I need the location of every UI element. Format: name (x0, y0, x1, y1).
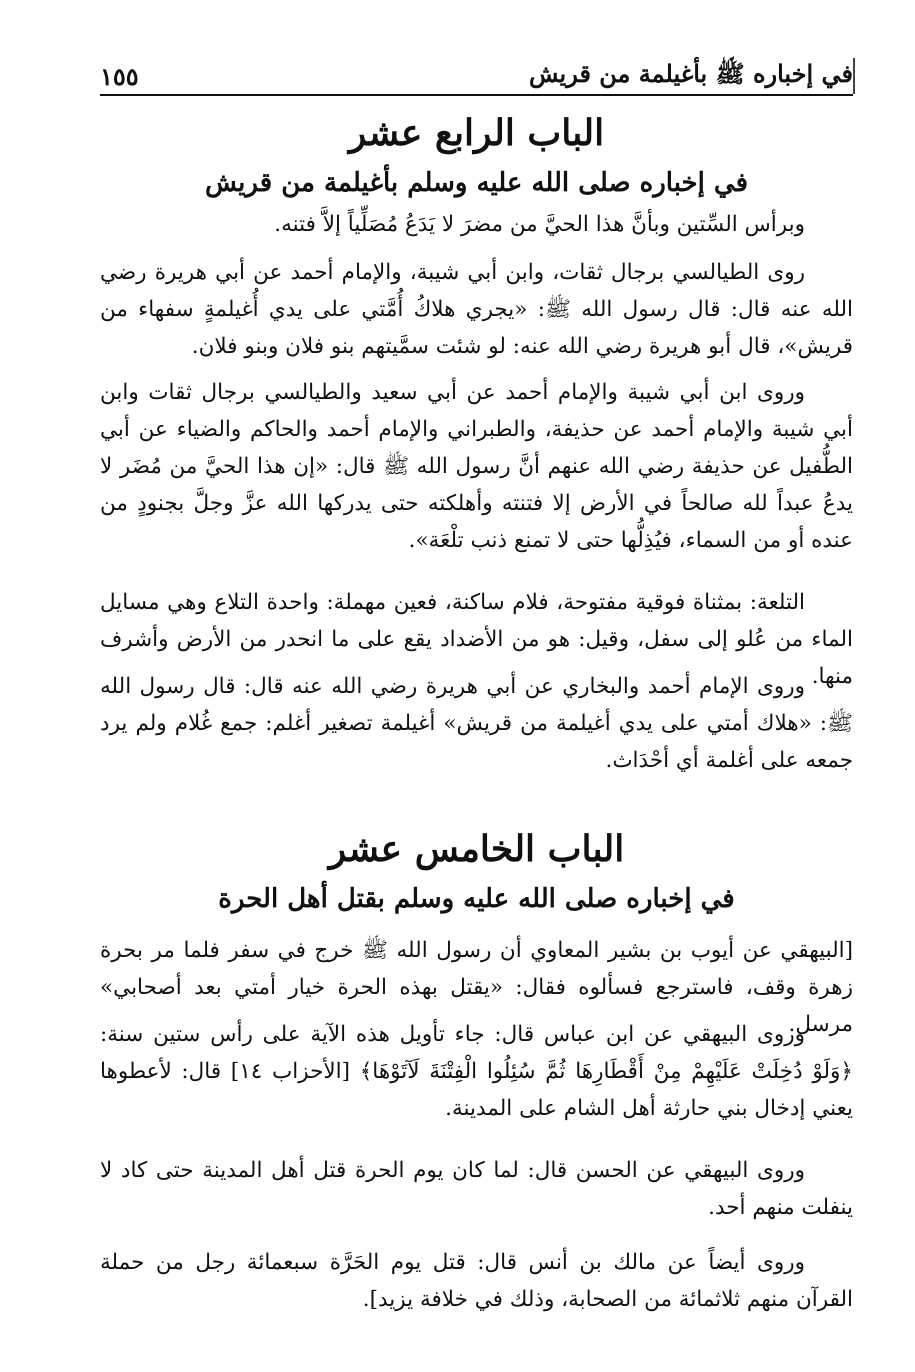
running-title: في إخباره ﷺ بأغيلمة من قريش (528, 58, 853, 88)
paragraph: وروى البيهقي عن الحسن قال: لما كان يوم الحرة قتل أهل المدينة حتى كاد لا ينفلت منهم أحد. (100, 1158, 853, 1220)
chapter-14-title: الباب الرابع عشر (348, 112, 605, 154)
chapter-15-subtitle: في إخباره صلى الله عليه وسلم بقتل أهل الحرة (218, 884, 735, 914)
paragraph: وروى البيهقي عن ابن عباس قال: جاء تأويل هذه الآية على رأس ستين سنة: ﴿وَلَوْ دُخِلَتْ عَلَيْهِمْ مِنْ أَقْطَارِهَا ثُمَّ سُئِلُوا الْفِتْنَةَ لَآتَوْهَا﴾ [الأحزاب ١٤] قال: لأعطوها يعني إدخال بني حارثة أهل الشام على المدينة. (100, 1022, 853, 1121)
paragraph: التلعة: بمثناة فوقية مفتوحة، فلام ساكنة، فعين مهملة: واحدة التلاع وهي مسايل الماء من عُلو إلى سفل، وقيل: هو من الأضداد يقع على ما انحدر من الأرض وأشرف منها. (100, 590, 853, 689)
paragraph: وبرأس السِّتين وبأنَّ هذا الحيَّ من مضرَ لا يَدَعُ مُصَلِّياً إلاَّ فتنه. (274, 212, 805, 237)
paragraph: روى الطيالسي برجال ثقات، وابن أبي شيبة، والإمام أحمد عن أبي هريرة رضي الله عنه قال: قال رسول الله ﷺ: «يجري هلاكُ أُمَّتي على يدي أُغيلمةٍ سفهاء من قريش»، قال أبو هريرة رضي الله عنه: لو شئت سمَّيتهم بنو فلان وبنو فلان. (100, 260, 853, 359)
paragraph: [البيهقي عن أيوب بن بشير المعاوي أن رسول الله ﷺ خرج في سفر فلما مر بحرة زهرة وقف، فاسترجع فسألوه فقال: «يقتل بهذه الحرة خيار أمتي بعد أصحابي» مرسل. (100, 938, 853, 1037)
chapter-14-subtitle: في إخباره صلى الله عليه وسلم بأغيلمة من قريش (204, 168, 749, 198)
page-number: ١٥٥ (100, 61, 139, 91)
paragraph: وروى الإمام أحمد والبخاري عن أبي هريرة رضي الله عنه قال: قال رسول الله ﷺ: «هلاك أمتي على يدي أغيلمة من قريش» أغيلمة تصغير أغلم: جمع غُلام ولم يرد جمعه على أغلمة أي أحْدَاث. (100, 674, 853, 773)
chapter-15-title: الباب الخامس عشر (328, 828, 625, 870)
page-header (100, 58, 853, 96)
paragraph: وروى أيضاً عن مالك بن أنس قال: قتل يوم الحَرَّة سبعمائة رجل من حملة القرآن منهم ثلاثمائة من الصحابة، وذلك في خلافة يزيد]. (100, 1250, 853, 1312)
margin-marker (853, 58, 855, 94)
paragraph: وروى ابن أبي شيبة والإمام أحمد عن أبي سعيد والطيالسي برجال ثقات وابن أبي شيبة والإمام أحمد عن حذيفة، والطبراني والإمام أحمد والحاكم والضياء عن أبي الطُّفيل عن حذيفة رضي الله عنهم أنَّ رسول الله ﷺ قال: «إن هذا الحيَّ من مُضَر لا يدعُ عبداً لله صالحاً في الأرض إلا فتنته وأهلكته حتى يدركها الله عزَّ وجلَّ بجنودٍ من عنده أو من السماء، فيُذِلُّها حتى لا تمنع ذنب تلْعَة». (100, 380, 853, 553)
